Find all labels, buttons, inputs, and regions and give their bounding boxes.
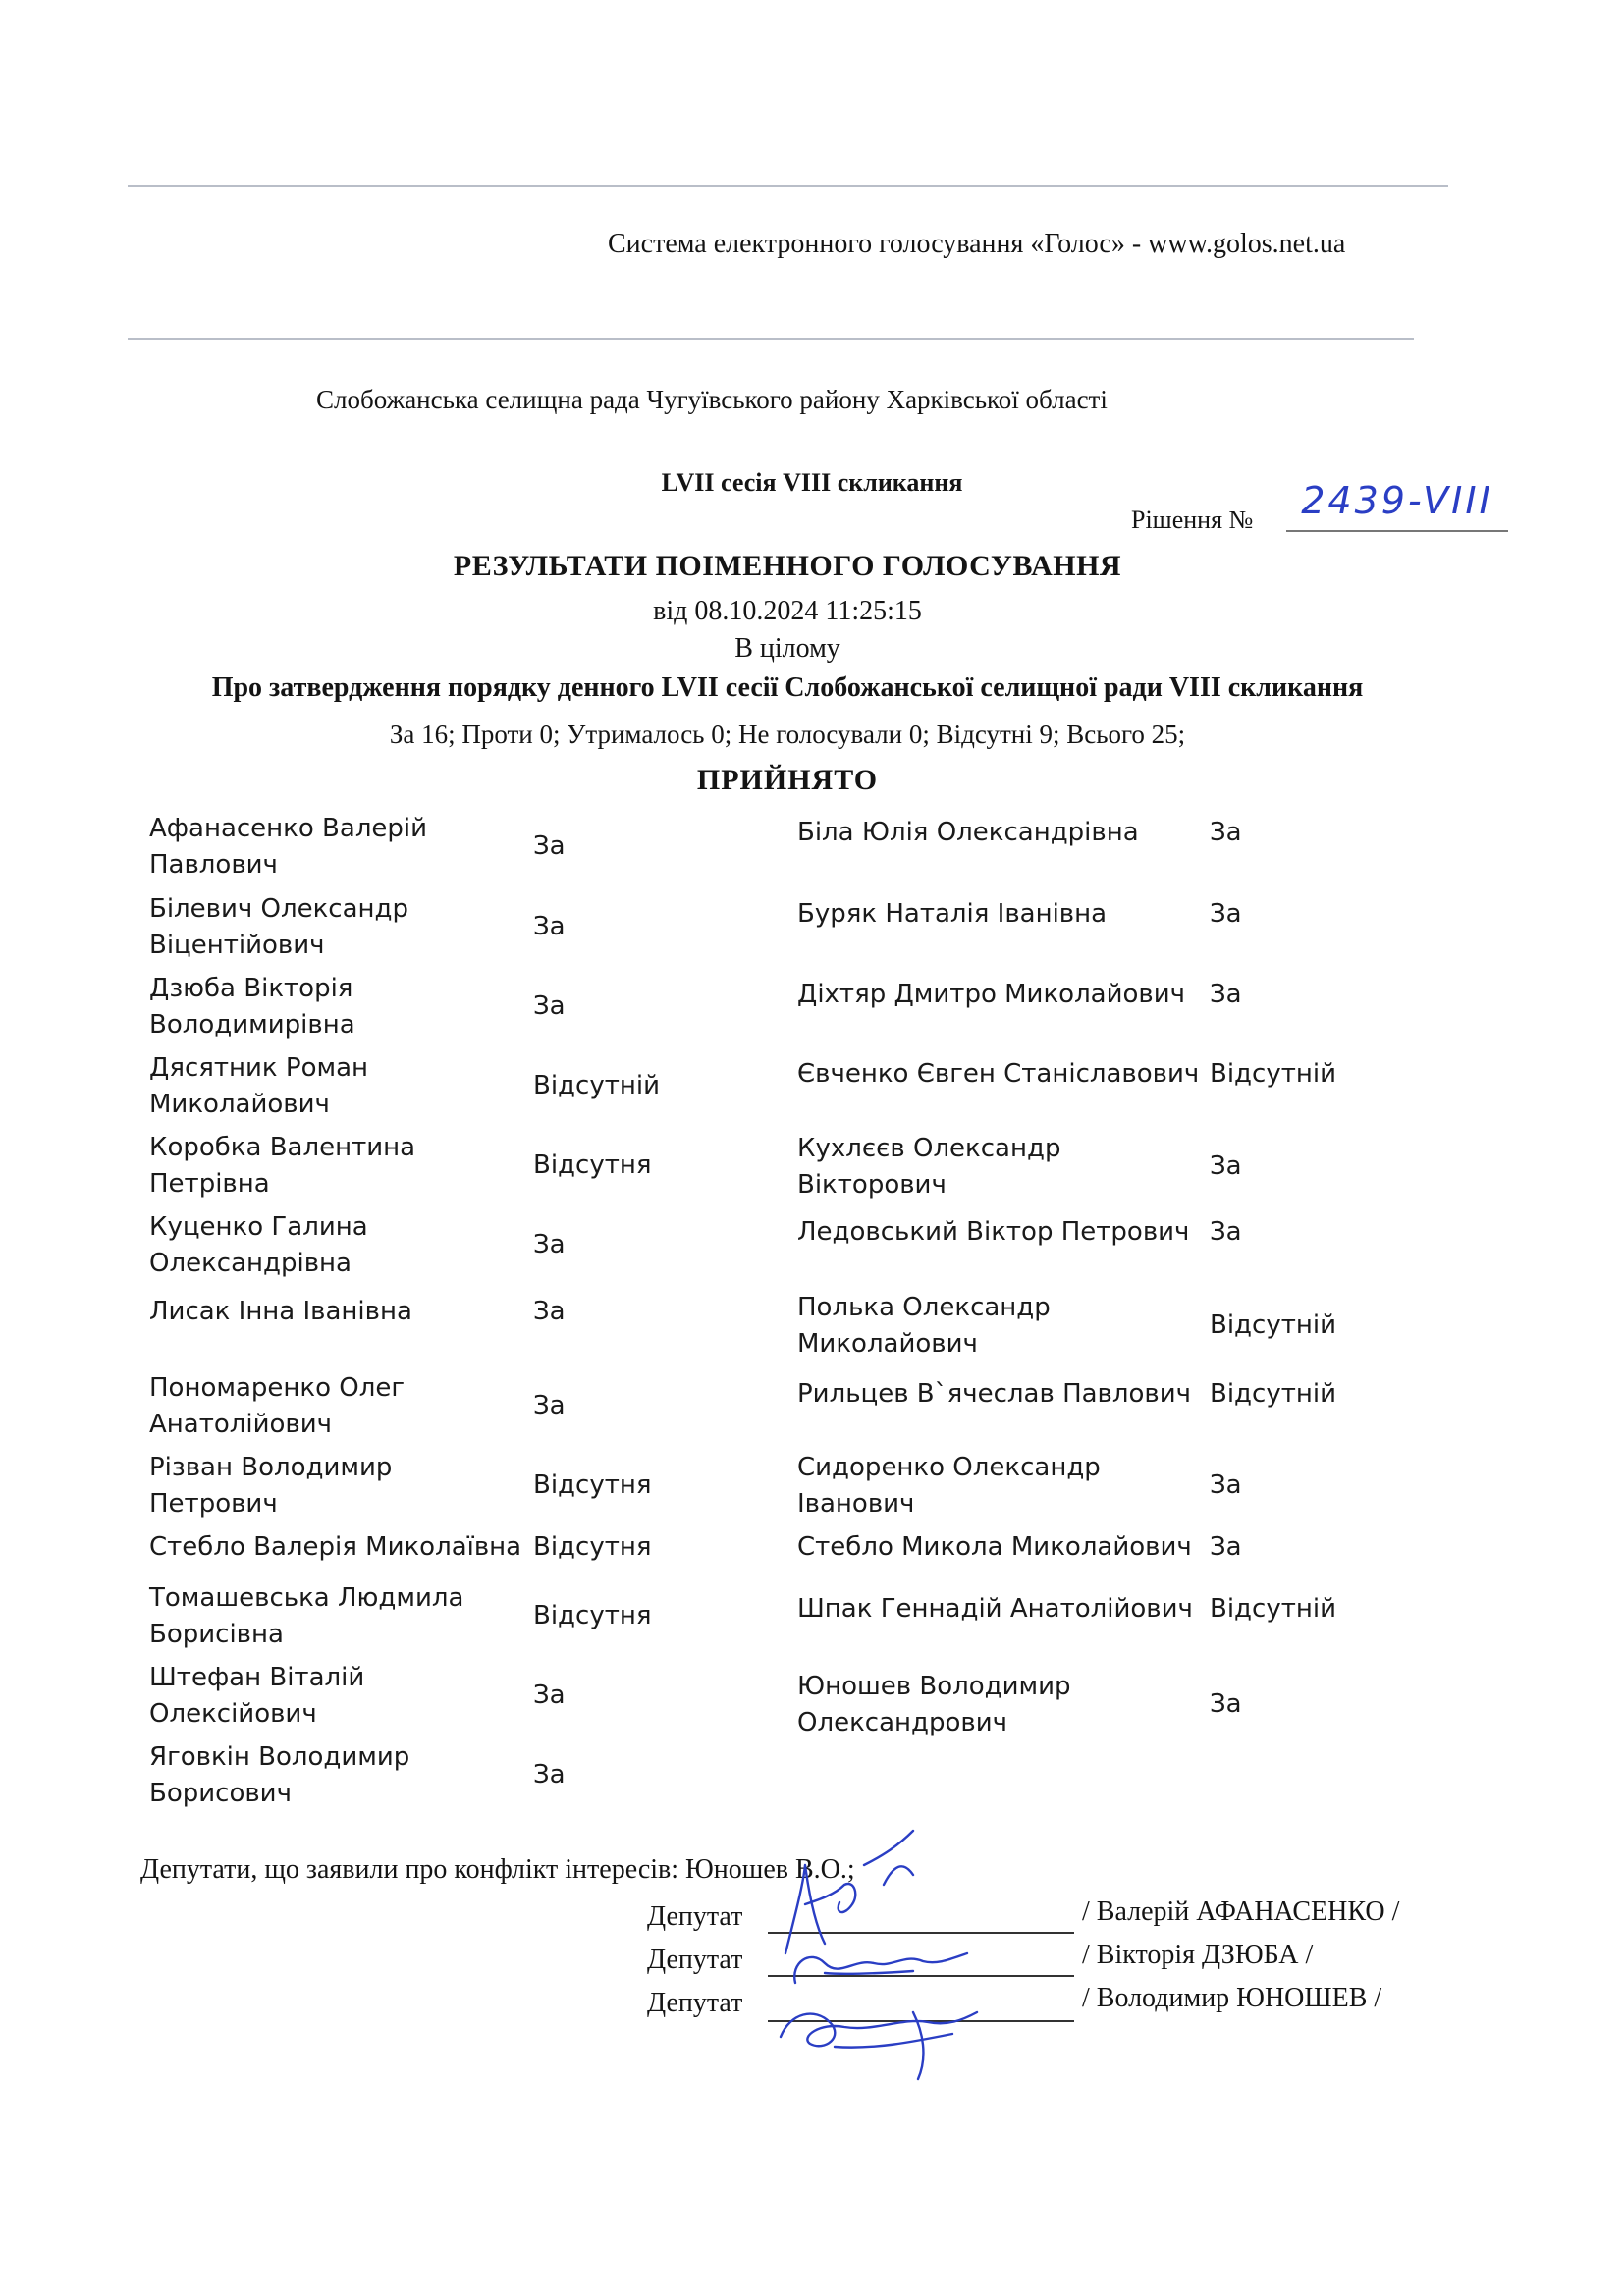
vote-datetime: від 08.10.2024 11:25:15 (653, 596, 922, 626)
voter-name: Пономаренко Олег Анатолійович (149, 1373, 406, 1439)
voter-vote: Відсутній (1210, 1310, 1336, 1340)
voter-vote: За (533, 912, 566, 941)
council-name: Слобожанська селищна рада Чугуївського району Харківської області (316, 385, 1108, 414)
voter-vote: Відсутня (533, 1532, 652, 1562)
voter-vote: За (1210, 1532, 1242, 1562)
voting-system-header: Система електронного голосування «Голос» - www.golos.net.ua (608, 229, 1346, 259)
voter-name: Шпак Геннадій Анатолійович (797, 1594, 1193, 1624)
voter-name: Лисак Інна Іванівна (149, 1297, 412, 1326)
voter-vote: За (1210, 1470, 1242, 1500)
voter-name: Куценко Галина Олександрівна (149, 1212, 368, 1278)
voter-name: Афанасенко Валерій Павлович (149, 814, 428, 880)
voter-name: Стебло Валерія Миколаївна (149, 1532, 522, 1562)
voter-vote: За (533, 991, 566, 1021)
voter-vote: Відсутня (533, 1150, 652, 1180)
voter-name: Юношев Володимир Олександрович (797, 1672, 1071, 1737)
signature-label: Депутат (647, 1901, 743, 1932)
voter-vote: Відсутній (1210, 1059, 1336, 1089)
voter-vote: За (533, 1230, 566, 1259)
voter-name: Ледовський Віктор Петрович (797, 1217, 1190, 1247)
voter-vote: Відсутня (533, 1601, 652, 1630)
voter-name: Біла Юлія Олександрівна (797, 818, 1139, 847)
voter-name: Стебло Микола Миколайович (797, 1532, 1192, 1562)
voter-name: Полька Олександр Миколайович (797, 1293, 1051, 1359)
voter-name: Білевич Олександр Віцентійович (149, 894, 409, 960)
voter-name: Євченко Євген Станіславович (797, 1059, 1200, 1089)
signatory-name: / Вікторія ДЗЮБА / (1082, 1940, 1314, 1970)
voter-vote: За (1210, 980, 1242, 1009)
voter-name: Коробка Валентина Петрівна (149, 1133, 416, 1199)
vote-summary: За 16; Проти 0; Утрималось 0; Не голосували 0; Відсутні 9; Всього 25; (389, 720, 1186, 749)
voter-name: Рильцев В`ячеслав Павлович (797, 1379, 1191, 1409)
agenda-item-title: Про затвердження порядку денного LVII сесії Слобожанської селищної ради VIII скликання (211, 672, 1364, 703)
voter-vote: За (1210, 818, 1242, 847)
voter-name: Яговкін Володимир Борисович (149, 1742, 410, 1808)
signature-label: Депутат (647, 1988, 743, 2018)
voter-vote: За (533, 1681, 566, 1710)
signature-yunoshev (781, 2012, 977, 2079)
header-bottom-rule (128, 338, 1414, 340)
vote-mode: В цілому (734, 633, 840, 664)
voter-name: Кухлєєв Олександр Вікторович (797, 1134, 1061, 1200)
voter-vote: За (533, 831, 566, 861)
signatory-name: / Валерій АФАНАСЕНКО / (1082, 1896, 1400, 1927)
document-title: РЕЗУЛЬТАТИ ПОІМЕННОГО ГОЛОСУВАННЯ (453, 550, 1122, 582)
voter-name: Буряк Наталія Іванівна (797, 899, 1108, 929)
voter-vote: За (1210, 899, 1242, 929)
decision-label: Рішення № (1131, 506, 1254, 534)
voter-vote: Відсутній (1210, 1594, 1336, 1624)
voter-name: Дзюба Вікторія Володимирівна (149, 974, 355, 1040)
handwritten-signatures (766, 1826, 1041, 2081)
voter-vote: Відсутня (533, 1470, 652, 1500)
voter-vote: За (1210, 1689, 1242, 1719)
voter-vote: За (533, 1760, 566, 1789)
signatory-name: / Володимир ЮНОШЕВ / (1082, 1983, 1382, 2013)
header-top-rule (128, 185, 1448, 187)
signature-dziuba (794, 1953, 967, 1983)
voter-name: Діхтяр Дмитро Миколайович (797, 980, 1186, 1009)
voter-vote: За (533, 1297, 566, 1326)
decision-number-handwritten: 2439-VIII (1286, 479, 1508, 532)
voter-vote: За (533, 1391, 566, 1420)
session-title: LVII сесія VIII скликання (661, 468, 963, 497)
voter-name: Сидоренко Олександр Іванович (797, 1453, 1101, 1519)
voter-name: Дясятник Роман Миколайович (149, 1053, 369, 1119)
signature-label: Депутат (647, 1945, 743, 1975)
vote-result: ПРИЙНЯТО (696, 764, 879, 796)
voter-name: Штефан Віталій Олексійович (149, 1663, 365, 1729)
signature-afanasenko (785, 1831, 913, 1953)
voter-vote: Відсутній (1210, 1379, 1336, 1409)
voter-vote: За (1210, 1217, 1242, 1247)
voter-name: Різван Володимир Петрович (149, 1453, 393, 1519)
conflict-of-interest-note: Депутати, що заявили про конфлікт інтересів: Юношев В.О.; (140, 1854, 855, 1885)
voter-vote: Відсутній (533, 1071, 660, 1100)
voter-vote: За (1210, 1151, 1242, 1181)
voter-name: Томашевська Людмила Борисівна (149, 1583, 464, 1649)
